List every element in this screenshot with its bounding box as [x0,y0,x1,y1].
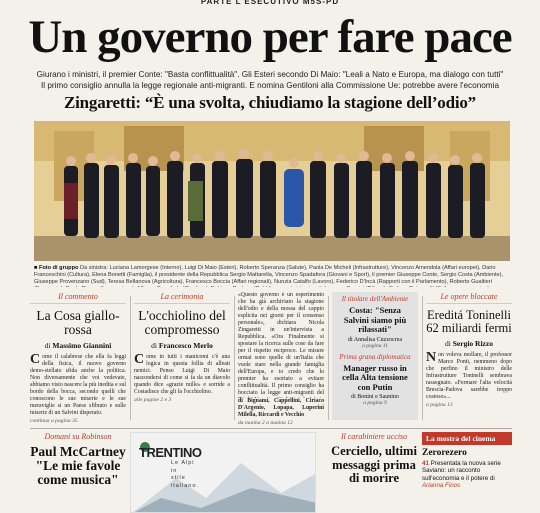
box-item-byline: di Bonini e Saunino [351,394,399,400]
continue-link[interactable]: continua a pagina 35 [30,418,78,424]
teaser-title[interactable]: Cerciello, ultimi messaggi prima di morire [331,444,417,485]
bottom-row [30,432,512,513]
subheadline [30,70,510,91]
article-zingaretti-interview[interactable] [238,292,324,424]
article-commento[interactable] [30,292,126,424]
column-divider [328,296,329,420]
cinema-box[interactable] [422,432,512,490]
robinson-teaser[interactable] [30,432,126,487]
carabiniere-teaser[interactable] [326,432,422,486]
box-item-page[interactable]: a pagina 11 [362,342,388,349]
cinema-header: La mostra del cinema [422,432,512,445]
continue-link[interactable]: a pagina 13 [426,402,453,408]
group-photo-illustration [34,121,510,261]
box-item-title[interactable]: Costa: "Senza Salvini siamo più rilassati" [343,305,407,334]
article-opere[interactable] [426,292,512,424]
articles-row [30,292,512,427]
subheadline-line-2: Il primo consiglio annulla la legge regionale anti-migranti. E nomina Gentiloni alla Commissione Ue: potrebbe avere l'economia [40,80,500,90]
teaser-title[interactable]: Paul McCartney "Le mie favole come musica" [30,444,126,487]
trentino-advertisement[interactable] [130,432,316,513]
section-label: Domani su Robinson [44,432,112,441]
cabinet-group-photo[interactable] [34,121,510,261]
section-label: Il commento [30,292,126,304]
section-label: Il carabiniere ucciso [340,432,408,441]
section-label: La cerimonia [134,292,230,304]
photo-caption-label: Foto di gruppo [38,265,79,271]
box-item-title[interactable]: Manager russo in cella Alta tensione con Putin [342,362,408,392]
column-divider [234,296,235,420]
article-text: Non voleva mollare, il professor Marco Ponti, nemmeno dopo che perfino il ministro delle Infrastrutture Toninelli sembrava rassegnato. «Fermare l'alta velocità Brescia-Padova sarebbe troppo costoso»... [426,350,512,400]
byline: di Massimo Giannini [44,341,112,350]
box-item-byline: di Annalisa Cuzzocrea [348,336,402,343]
photo-caption: ■ Foto di gruppo Da sinistra: Luciana Lamorgese (Interno), Luigi Di Maio (Esteri), Roberto Speranza (Salute), Paola De Micheli (Infrastrutture), Vincenzo Amendola (Affari europei), Dario Franceschini (Cultura), Elena Bonetti (Famiglia), il presidente della Repubblica Sergio Mattarella, Vincenzo Spadafora (Giovani e Sport), il premier Giuseppe Conte, Sergio Costa (Ambiente), Giuseppe Provenzano (Sud), Teresa Bellanova (Agricoltura), Francesco Boccia (Affari regionali), Nunzia Catalfo (Lavoro), Federico D'Incà (Rapporti con il Parlamento), Roberto Gualtieri [34,265,510,287]
article-title[interactable]: Ereditá Toninelli 62 miliardi fermi [426,308,512,335]
section-kicker: PARTE L'ESECUTIVO M5S-PD [200,0,340,6]
ad-tagline: Le Alpi in stile italiano. [171,460,199,489]
column-divider [130,296,131,420]
byline: di Sergio Rizzo [445,339,493,348]
article-text: «Questo governo è un esperimento che ha già archiviato la stagione dell'odio e della mossa del cappio esplicita nei giorni per il consenso personale», dichiara Nicola Zingaretti in un'intervista a Repubblica. «Ora Finalmente si spostare la ricerca sulle cose da fare per il rispetto reciproco. Le misure ormai sono quelle di un'Italia che vuole stare nella grande famiglia dell'Europa, e io credo che lo premier ha esortato a evitare conflittualità. Il primo consiglio ha bocciato la legge anti-migranti del [238,292,324,396]
article-bylines: di Bignami, Cappellini, Ciriaco D'Argenio, Lopapa, Luperini Milella, Riccardi e Vecchio [238,398,324,418]
column-divider [422,296,423,420]
box-label: Prima grana diplomatica [339,352,411,361]
main-headline[interactable]: Un governo per fare pace [28,11,512,63]
cinema-text: 41 Presentata la nuova serie Saviano: un racconto sull'economia e il potere di Arianna Finos [422,460,501,490]
sidebar-box [332,292,418,424]
article-cerimonia[interactable] [134,292,230,424]
article-text: Come il calabrese che ella fa leggi della fisica, il nuovo governo demo-stellato sfida anche la politica. Non diversamente che voi vedevate, abbiamo visto nascere la più inedita e sul bordo della bocca, secondo quelli che conoscono le sue miserie e le sue meraviglie si un Paese sfibrato e sulle miserie di un Salvini disperato. [30,352,126,416]
ad-brand: TRENTINO [139,445,202,460]
section-label: Le opere bloccate [426,292,512,304]
box-label: Il titolare dell'Ambiente [341,295,409,303]
subheadline-line-1: Giurano i ministri, il premier Conte: "Basta conflittualità". Gli Esteri secondo Di Maio: "Leali a Nato e Europa, ma dialogo con tutti" [36,70,504,79]
cinema-title[interactable]: Zerorezero [422,448,467,458]
grey-box [332,292,418,420]
photo-caption-text: Da sinistra: Luciana Lamorgese (Interno), Luigi Di Maio (Esteri), Roberto Speranza (Salute), Paola De Micheli (Infrastrutture), Vincenzo Amendola (Affari europei), Dario Franceschini (Cultura), Elena Bonetti (Famiglia), il presidente della Repubblica Sergio Mattarella, Vincenzo Spadafora (Giovani e Sport), il premier Giuseppe Conte, Sergio Costa (Ambiente), Giuseppe Provenzano (Sud), Teresa Bellanova (Agricoltura), Francesco Boccia (Affari regionali), Nunzia Catalfo (Lavoro), Federico D'Incà (Rapporti con il Parlamento), Roberto Gualtieri [34,265,504,285]
continue-link[interactable]: alle pagine 2 e 3 [134,397,172,403]
box-item-page[interactable]: a pagina 9 [363,400,387,406]
byline: di Francesco Merlo [151,341,213,350]
article-title[interactable]: L'occhiolino del compromesso [138,308,226,337]
zingaretti-quote[interactable]: Zingaretti: “È una svolta, chiudiamo la stagione dell’odio” [64,93,476,112]
article-text: Come in tutti i manicomi c'è una logica in questa follia di alleati nemici. Penso Luigi Di Maio nascondersi di come si fa da un diavolo quando dice «grazie mille» e sorride a Costadisce che gli fa l'occhiolino. [134,352,230,395]
section-divider [30,428,512,429]
article-title[interactable]: La Cosa giallo-rossa [36,308,120,337]
continue-link[interactable]: da pagina 2 a pagina 12 [238,420,293,424]
